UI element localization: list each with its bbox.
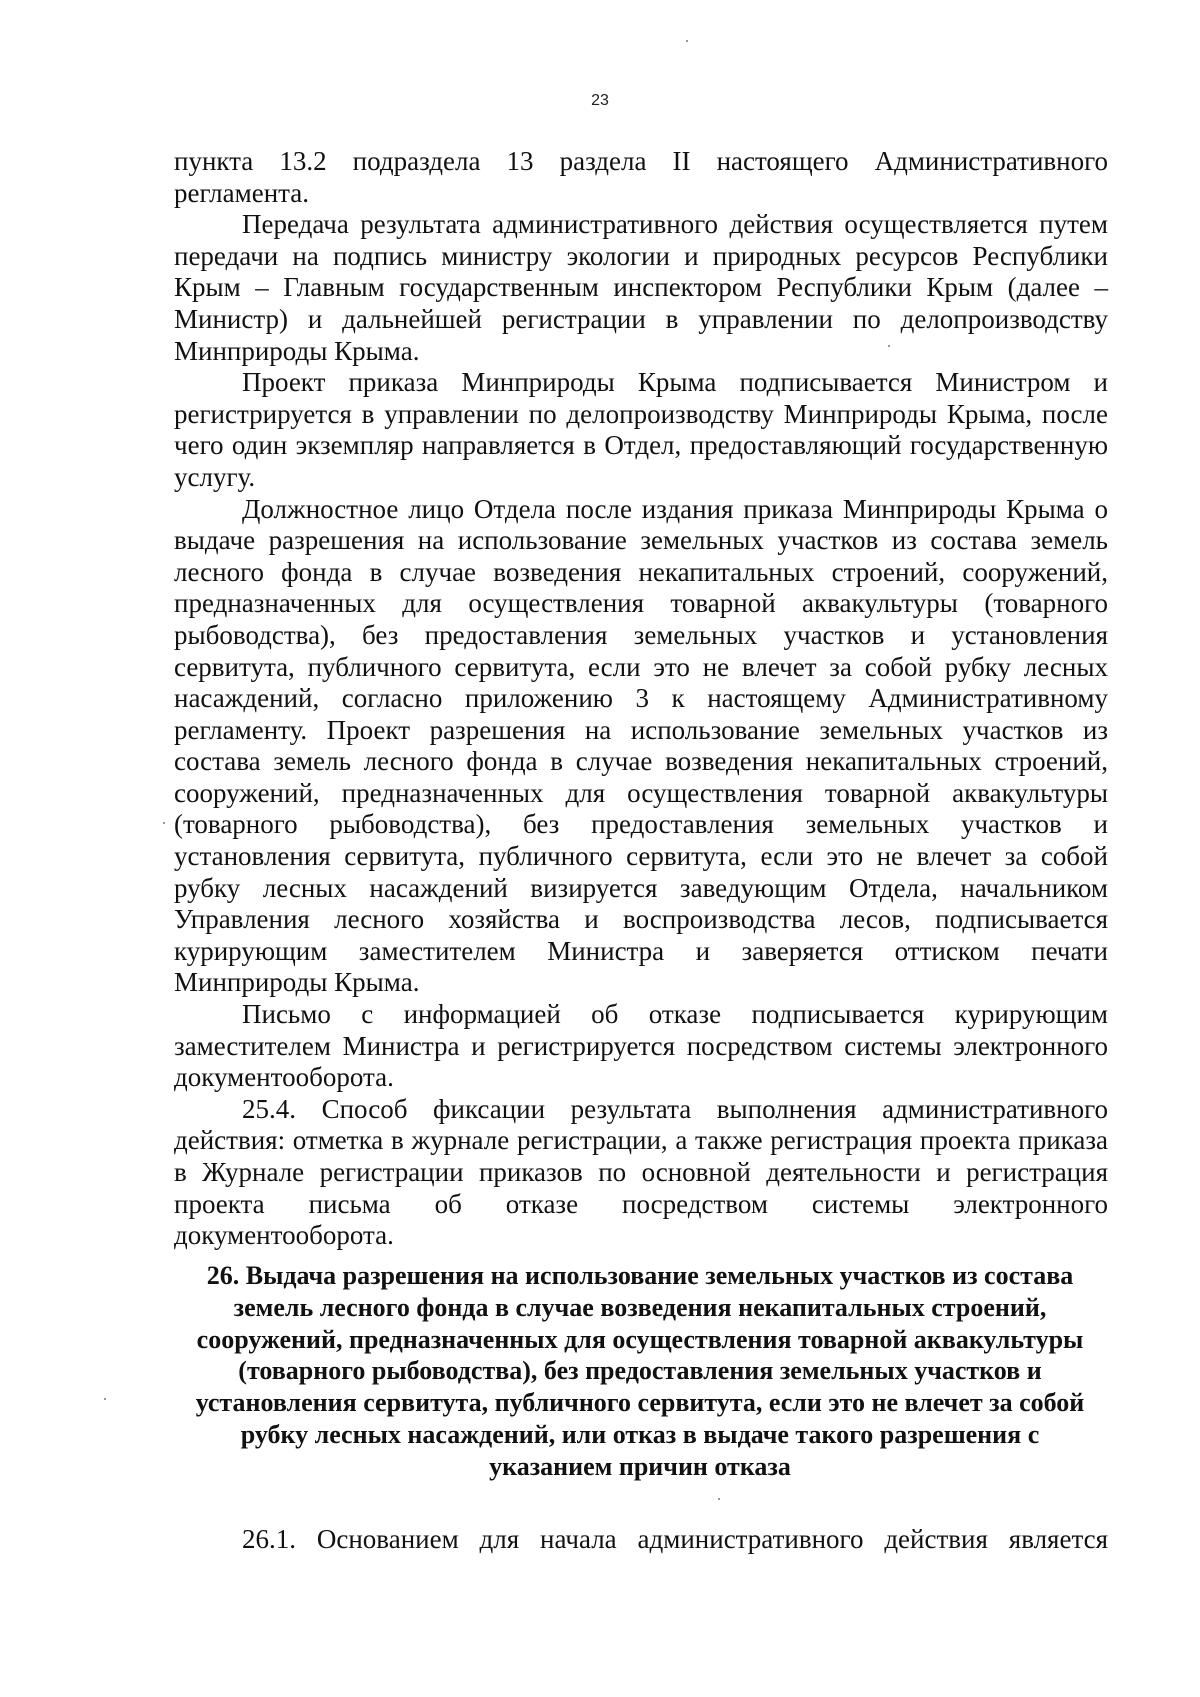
scan-speck <box>163 822 165 824</box>
paragraph-continuation: пункта 13.2 подраздела 13 раздела II настоящего Административного регламента. <box>174 146 1108 208</box>
paragraph-25-4: 25.4. Способ фиксации результата выполнения административного действия: отметка в журнале регистрации, а также регистрация проекта приказа в Журнале регистрации приказов по основной деятельности и регистрация проекта письма об отказе посредством системы электронного документооборота. <box>174 1093 1108 1251</box>
scan-speck <box>718 1498 720 1500</box>
paragraph-26-1: 26.1. Основанием для начала административного действия является <box>242 1524 1108 1554</box>
section-heading-26: 26. Выдача разрешения на использование земельных участков из состава земель лесного фонда в случае возведения некапитальных строений, сооружений, предназначенных для осуществления товарной аквакультуры (товарного рыбоводства), без предоставления земельных участков и установления сервитута, публичного сервитута, если это не влечет за собой рубку лесных насаждений, или отказ в выдаче такого разрешения с указанием причин отказа <box>195 1261 1085 1481</box>
paragraph-transfer-result: Передача результата административного действия осуществляется путем передачи на подпись министру экологии и природных ресурсов Республики Крым – Главным государственным инспектором Республики Крым (далее – Министр) и дальнейшей регистрации в управлении по делопроизводству Минприроды Крыма. <box>174 209 1108 366</box>
body-text <box>174 146 1108 1252</box>
scan-speck <box>686 40 688 42</box>
paragraph-refusal-letter: Письмо с информацией об отказе подписывается курирующим заместителем Министра и регистрируется посредством системы электронного документооборота. <box>174 999 1108 1093</box>
page-number: 23 <box>591 92 609 109</box>
paragraph-official-duties: Должностное лицо Отдела после издания приказа Минприроды Крыма о выдаче разрешения на использование земельных участков из состава земель лесного фонда в случае возведения некапитальных строений, сооружений, предназначенных для осуществления товарной аквакультуры (товарного рыбоводства), без предоставления земельных участков и установления сервитута, публичного сервитута, если это не влечет за собой рубку лесных насаждений, согласно приложению 3 к настоящему Административному регламенту. Проект разрешения на использование земельных участков из состава земель лесного фонда в случае возведения некапитальных строений, сооружений, предназначенных для осуществления товарной аквакультуры (товарного рыбоводства), без предоставления земельных участков и установления сервитута, публичного сервитута, если это не влечет за собой рубку лесных насаждений визируется заведующим Отдела, начальником Управления лесного хозяйства и воспроизводства лесов, подписывается курирующим заместителем Министра и заверяется оттиском печати Минприроды Крыма. <box>174 493 1108 998</box>
scan-speck <box>888 345 890 347</box>
paragraph-order-project: Проект приказа Минприроды Крыма подписывается Министром и регистрируется в управлении по делопроизводству Минприроды Крыма, после чего один экземпляр направляется в Отдел, предоставляющий государственную услугу. <box>174 367 1108 492</box>
scan-speck <box>104 1398 106 1400</box>
